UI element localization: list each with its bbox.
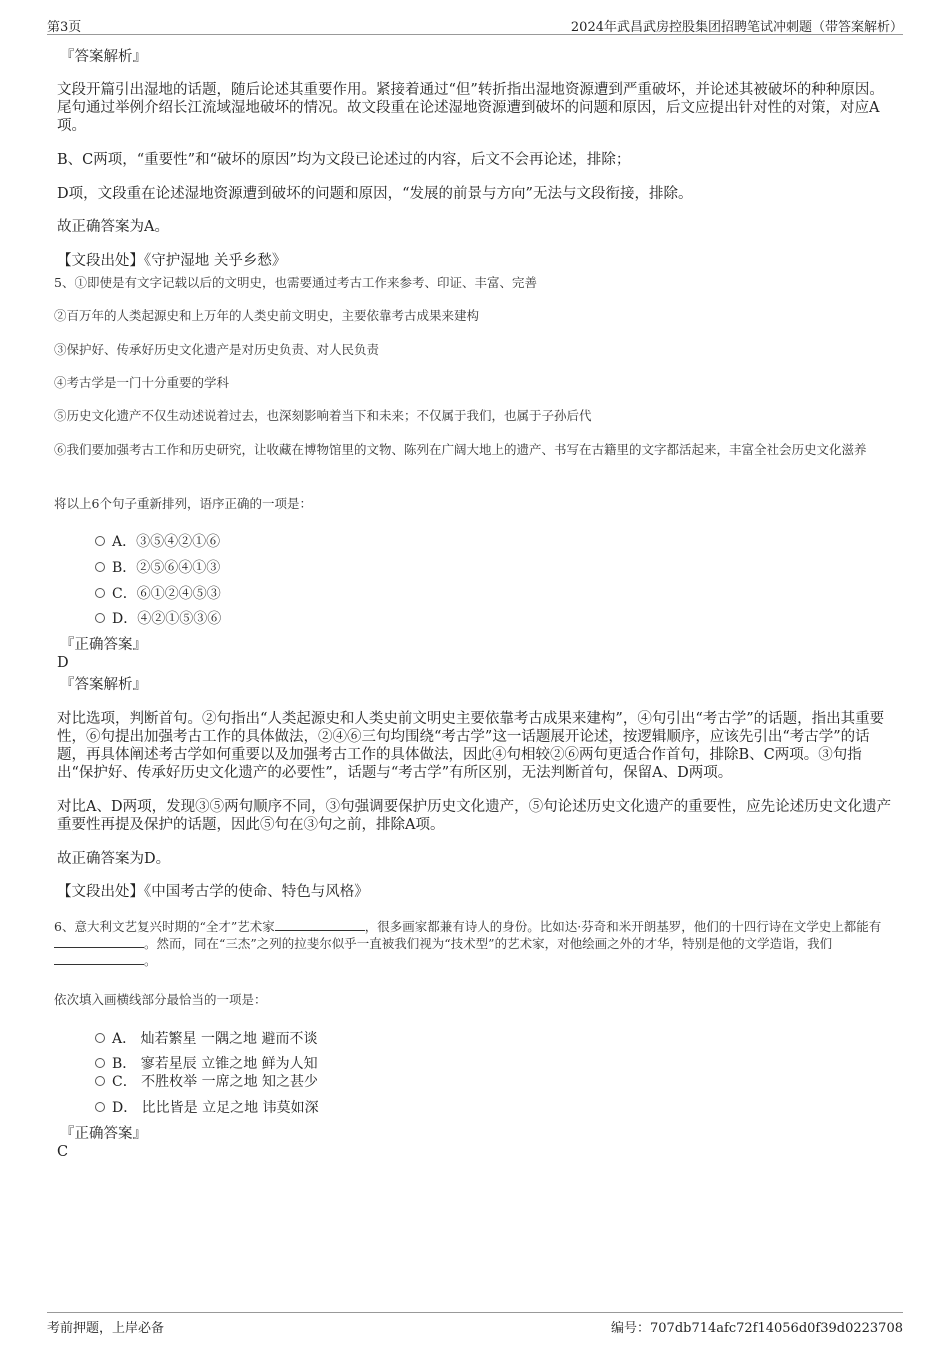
radio-icon[interactable] [95,562,105,572]
radio-icon[interactable] [95,588,105,598]
radio-icon[interactable] [95,1058,105,1068]
source-citation: 【文段出处】《中国考古学的使命、特色与风格》 [57,884,369,900]
source-citation: 【文段出处】《守护湿地 关乎乡愁》 [57,253,287,269]
question-prompt: 依次填入画横线部分最恰当的一项是： [54,992,267,1007]
option-d[interactable]: D． 比比皆是 立足之地 讳莫如深 [95,1097,319,1117]
radio-icon[interactable] [95,1076,105,1086]
correct-answer: D [57,655,69,671]
footer-slogan: 考前押题，上岸必备 [47,1321,165,1336]
analysis-label: 『答案解析』 [60,677,147,693]
sentence-6: ⑥我们要加强考古工作和历史研究，让收藏在博物馆里的文物、陈列在广阔大地上的遗产、书写在古籍里的文字都活起来，丰富全社会历史文化滋养 [54,442,867,457]
answer-statement: 故正确答案为D。 [57,851,171,867]
question-stem: 6、意大利文艺复兴时期的“全才”艺术家 ，很多画家都兼有诗人的身份。比如达·芬奇和米开朗基罗，他们的十四行诗在文学史上都能有。然而，同在“三杰”之列的拉斐尔似乎一直被我们视为“技术型”的艺术家，对他绘画之外的才华，特别是他的文学造诣，我们。 [54,919,882,968]
sentence-3: ③保护好、传承好历史文化遗产是对历史负责、对人民负责 [54,342,380,357]
sentence-4: ④考古学是一门十分重要的学科 [54,375,230,390]
option-b[interactable]: B．②⑤⑥④①③ [95,557,220,577]
document-title: 2024年武昌武房控股集团招聘笔试冲刺题（带答案解析） [570,20,903,35]
analysis-label: 『答案解析』 [60,49,147,65]
option-d[interactable]: D．④②①⑤③⑥ [95,608,221,628]
document-code: 编号：707db714afc72f14056d0f39d0223708 [610,1321,903,1336]
blank-line [54,952,144,965]
option-b[interactable]: B． 寥若星辰 立锥之地 鲜为人知 [95,1053,318,1073]
analysis-paragraph: 对比A、D两项，发现③⑤两句顺序不同，③句强调要保护历史文化遗产，⑤句论述历史文化遗产的重要性，应先论述历史文化遗产重要性再提及保护的话题，因此⑤句在③句之前，排除A项。 [57,799,892,833]
option-c[interactable]: C．⑥①②④⑤③ [95,583,221,603]
analysis-paragraph: B、C两项，“重要性”和“破坏的原因”均为文段已论述过的内容，后文不会再论述，排除； [57,152,631,168]
option-a[interactable]: A．③⑤④②①⑥ [95,531,220,551]
analysis-paragraph: D项，文段重在论述湿地资源遭到破坏的问题和原因，“发展的前景与方向”无法与文段衔接，排除。 [57,186,693,202]
radio-icon[interactable] [95,613,105,623]
sentence-1: 5、①即使是有文字记载以后的文明史，也需要通过考古工作来参考、印证、丰富、完善 [54,275,537,290]
blank-line [275,918,365,931]
blank-line [54,935,144,948]
page-header [47,14,903,35]
correct-answer-label: 『正确答案』 [60,1126,147,1142]
page-number: 第3页 [47,20,82,35]
correct-answer-label: 『正确答案』 [60,637,147,653]
radio-icon[interactable] [95,536,105,546]
analysis-paragraph: 对比选项，判断首句。②句指出“人类起源史和人类史前文明史主要依靠考古成果来建构”，④句引出“考古学”的话题，指出其重要性，⑥句提出加强考古工作的具体做法，②④⑥三句均围绕“考古学”这一话题展开论述，按逻辑顺序，应该先引出“考古学”的话题，再具体阐述考古学如何重要以及加强考古工作的具体做法，因此④句相较②⑥两句更适合作首句，排除B、C两项。③句指出“保护好、传承好历史文化遗产的必要性”，话题与“考古学”有所区别，无法判断首句，保留A、D两项。 [57,711,885,781]
sentence-5: ⑤历史文化遗产不仅生动述说着过去，也深刻影响着当下和未来；不仅属于我们，也属于子孙后代 [54,408,592,423]
correct-answer: C [57,1144,69,1160]
analysis-paragraph: 文段开篇引出湿地的话题，随后论述其重要作用。紧接着通过“但”转折指出湿地资源遭到严重破坏，并论述其被破坏的种种原因。尾句通过举例介绍长江流域湿地破坏的情况。故文段重在论述湿地资源遭到破坏的问题和原因，后文应提出针对性的对策，对应A项。 [57,82,884,134]
page-footer [47,1312,903,1337]
radio-icon[interactable] [95,1033,105,1043]
option-a[interactable]: A． 灿若繁星 一隅之地 避而不谈 [95,1028,317,1048]
question-prompt: 将以上6个句子重新排列，语序正确的一项是： [54,496,312,511]
option-c[interactable]: C． 不胜枚举 一席之地 知之甚少 [95,1071,318,1091]
answer-statement: 故正确答案为A。 [57,219,169,235]
radio-icon[interactable] [95,1102,105,1112]
sentence-2: ②百万年的人类起源史和上万年的人类史前文明史，主要依靠考古成果来建构 [54,308,480,323]
